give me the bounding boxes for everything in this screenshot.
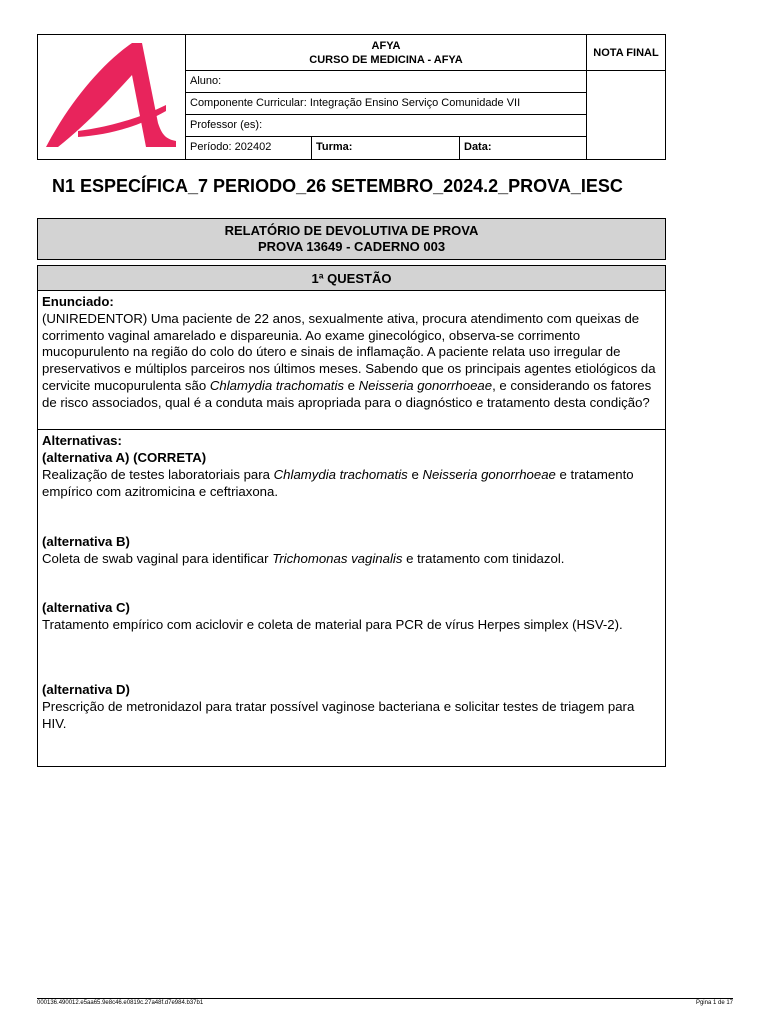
aluno-field: Aluno: <box>186 71 586 93</box>
exam-header <box>37 34 666 160</box>
alternative-c <box>42 600 662 634</box>
alternative-a-text: Realização de testes laboratoriais para Chlamydia trachomatis e Neisseria gonorrhoeae e tratamento empírico com azitromicina e ceftriaxona. <box>42 466 634 499</box>
footer-hash: 000136.490012.e5aa65.9e8c46.e0819c.27a48f.d7e984.b37b1 <box>37 1000 204 1006</box>
report-subtitle: PROVA 13649 - CADERNO 003 <box>257 239 446 254</box>
question-header: 1ª QUESTÃO <box>38 266 665 291</box>
componente-field: Componente Curricular: Integração Ensino Serviço Comunidade VII <box>186 93 586 115</box>
footer-page-number: Pgina 1 de 17 <box>695 1000 733 1006</box>
alternative-d-text: Prescrição de metronidazol para tratar possível vaginose bacteriana e solicitar testes de triagem para HIV. <box>42 698 635 731</box>
institution-cell <box>186 35 586 71</box>
professor-field: Professor (es): <box>186 115 586 137</box>
afya-logo <box>38 35 186 159</box>
footer-divider <box>37 998 733 999</box>
report-title: RELATÓRIO DE DEVOLUTIVA DE PROVA <box>224 223 479 238</box>
turma-field: Turma: <box>311 137 459 159</box>
enunciado-text: (UNIREDENTOR) Uma paciente de 22 anos, sexualmente ativa, procura atendimento com queixas de corrimento vaginal amarelado e dispareunia. Ao exame ginecológico, observa-se corrimento mucopurulento na região do colo do útero e sinais de inflamação. A paciente relata uso irregular de preservativos e múltiplos parceiros nos últimos meses. Sabendo que os principais agentes etiológicos da cervicite mucopurulenta são Chlamydia trachomatis e Neisseria gonorrhoeae, e considerando os fatores de risco associados, qual é a conduta mais apropriada para o diagnóstico e tratamento desta condição? <box>42 310 656 410</box>
data-field: Data: <box>459 137 586 159</box>
alternative-a <box>42 450 662 500</box>
periodo-field: Período: 202402 <box>190 141 272 153</box>
alternative-d-label: (alternativa D) <box>42 682 130 697</box>
alternative-c-text: Tratamento empírico com aciclovir e coleta de material para PCR de vírus Herpes simplex (HSV-2). <box>42 616 623 632</box>
afya-logo-icon <box>38 35 186 159</box>
nota-final-label: NOTA FINAL <box>587 35 665 71</box>
periodo-row <box>186 137 586 159</box>
report-header <box>37 218 666 260</box>
exam-title: N1 ESPECÍFICA_7 PERIODO_26 SETEMBRO_2024.2_PROVA_IESC <box>52 176 623 196</box>
alternative-c-label: (alternativa C) <box>42 600 130 615</box>
nota-final-cell <box>586 35 665 159</box>
alternative-d <box>42 682 662 732</box>
question-box <box>37 265 666 767</box>
alternativas-label: Alternativas: <box>42 433 122 448</box>
course-name: CURSO DE MEDICINA - AFYA <box>309 54 463 66</box>
enunciado-section <box>38 291 665 430</box>
institution-name: AFYA <box>371 40 401 52</box>
enunciado-label: Enunciado: <box>42 294 114 309</box>
alternative-b <box>42 534 662 568</box>
alternatives-section <box>38 430 665 731</box>
alternative-b-text: Coleta de swab vaginal para identificar Trichomonas vaginalis e tratamento com tinidazol. <box>42 550 565 566</box>
alternative-b-label: (alternativa B) <box>42 534 130 549</box>
alternative-a-label: (alternativa A) (CORRETA) <box>42 450 207 465</box>
